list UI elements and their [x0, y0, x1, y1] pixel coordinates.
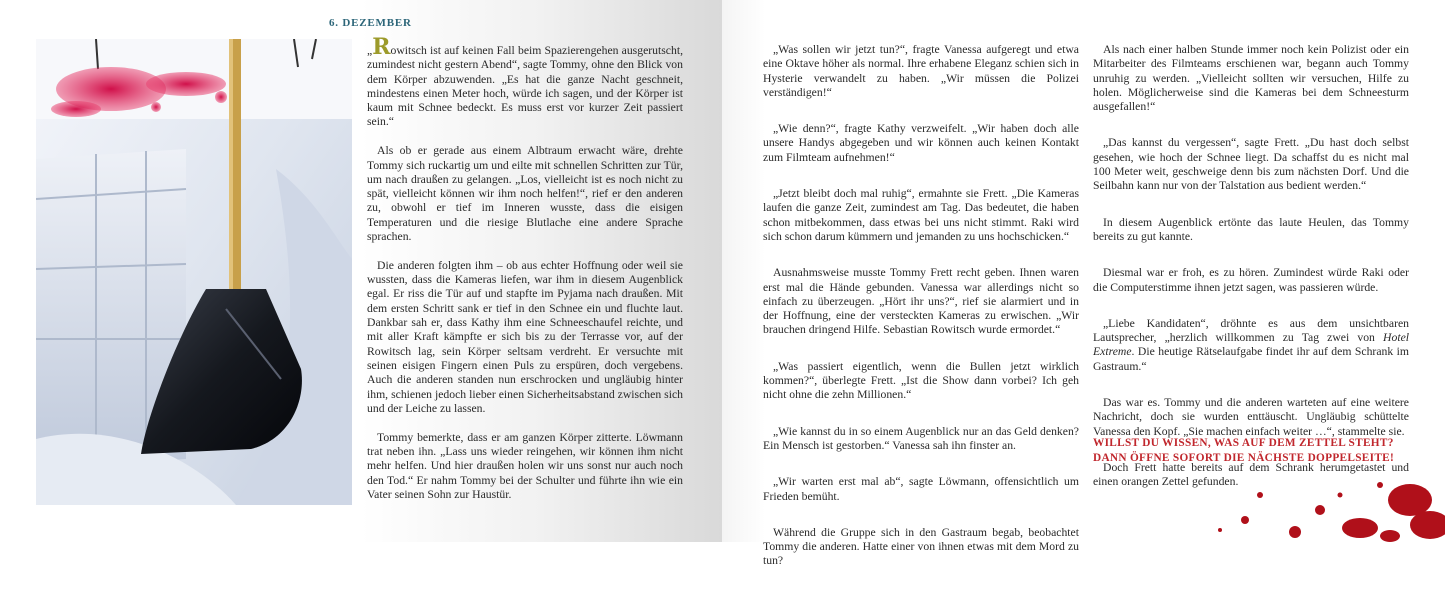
- left-text-column: [367, 34, 683, 517]
- paragraph: Tommy bemerkte, dass er am ganzen Körper zitterte. Löwmann trat neben ihn. „Lass uns wieder reingehen, wir können ihm nicht mehr helfen. Und hier draußen holen wir uns sonst nur auch noch den Tod.“ Er nahm Tommy bei der Schulter und führte ihn wie ein Vater seinen Sohn zur Haustür.: [367, 430, 683, 501]
- paragraph: owitsch ist auf keinen Fall beim Spazierengehen ausgerutscht, zumindest nicht gestern Abend“, sagte Tommy, ohne den Blick von dem Körper abzuwenden. „Es hat die ganze Nacht geschneit, mindestens einen Meter hoch, würde ich sagen, und der Körper ist kaum mit Schnee bedeckt. Es muss erst vor kurzer Zeit passiert sein.“: [367, 44, 683, 129]
- opening-quote: „: [367, 44, 373, 57]
- blood-splatter: [1200, 470, 1445, 542]
- teaser-line: DANN ÖFFNE SOFORT DIE NÄCHSTE DOPPELSEITE!: [1093, 452, 1395, 464]
- dropcap: R: [372, 34, 391, 60]
- paragraph: „Wie denn?“, fragte Kathy verzweifelt. „Wir haben doch alle unsere Handys abgegeben und wir können auch keinen Kontakt zum Filmteam aufnehmen!“: [763, 122, 1079, 164]
- text: . Die heutige Rätselaufgabe findet ihr auf dem Schrank im Gastraum.“: [1093, 345, 1409, 373]
- paragraph: Ausnahmsweise musste Tommy Frett recht geben. Ihnen waren erst mal die Hände gebunden. Vanessa war allerdings nicht so einfach zu überzeugen. „Hört ihr uns?“, rief sie alarmiert und in der Hoffnung, eine der versteckten Kameras zu erwischen. „Wir brauchen dringend Hilfe. Sebastian Rowitsch wurde ermordet.“: [763, 266, 1079, 337]
- snow-shovel-photo: [36, 39, 352, 505]
- paragraph: Während die Gruppe sich in den Gastraum begab, beobachtet Tommy die anderen. Hatte einer von ihnen etwas mit dem Mord zu tun?: [763, 525, 1079, 568]
- show-title: Hotel Extreme: [1093, 331, 1409, 359]
- paragraph: In diesem Augenblick ertönte das laute Heulen, das Tommy bereits zu gut kannte.: [1093, 215, 1409, 243]
- paragraph: Das war es. Tommy und die anderen warteten auf eine weitere Nachricht, doch sie wurden enttäuscht. Ungläubig schüttelte Vanessa den Kopf. „Sie machen einfach weiter …“, stammelte sie.: [1093, 396, 1409, 438]
- paragraph: „Was sollen wir jetzt tun?“, fragte Vanessa aufgeregt und etwa eine Oktave höher als normal. Ihre erhabene Eleganz schien sich in Hysterie verwandelt zu haben. „Wir müssen die Polizei verständigen!“: [763, 43, 1079, 99]
- middle-text-column: [763, 43, 1079, 591]
- paragraph: „Was passiert eigentlich, wenn die Bullen jetzt wirklich kommen?“, überlegte Frett. „Ist die Show dann vorbei? Ich geh nicht ohne die zehn Millionen.“: [763, 359, 1079, 402]
- paragraph: „Wir warten erst mal ab“, sagte Löwmann, offensichtlich um Frieden bemüht.: [763, 475, 1079, 503]
- teaser: [1093, 436, 1423, 466]
- paragraph: Diesmal war er froh, es zu hören. Zumindest würde Raki oder die Computerstimme ihnen jetzt sagen, was passieren würde.: [1093, 266, 1409, 294]
- paragraph: „Das kannst du vergessen“, sagte Frett. „Du hast doch selbst gesehen, wie hoch der Schnee liegt. Da schaffst du es nicht mal 100 Meter weit, geschweige denn bis zum nächsten Dorf. Und die Seilbahn kann nur von der Talstation aus bedient werden.“: [1093, 136, 1409, 193]
- paragraph: „Jetzt bleibt doch mal ruhig“, ermahnte sie Frett. „Die Kameras laufen die ganze Zeit, zumindest am Tag. Das bedeutet, die haben schon mitbekommen, dass etwas bei uns nicht stimmt. Raki wird sich schon darum kümmern und jemanden zu uns hochschicken.“: [763, 187, 1079, 243]
- paragraph: Die anderen folgten ihm – ob aus echter Hoffnung oder weil sie wussten, dass die Kameras liefen, war ihm in diesem Augenblick egal. Er riss die Tür auf und stapfte im Pyjama nach draußen. Mit dem ersten Schritt sank er tief in den Schnee ein und fluchte laut. Dankbar sah er, dass Kathy ihm eine Schneeschaufel reichte, und mit aller Kraft kämpfte er sich bis zu der Terrasse vor, auf der Rowitsch lag, sein Körper seltsam verdreht. Er versuchte mit seinen eisigen Fingern einen Puls zu erspüren, doch vergebens. Auch die anderen standen nun erschrocken und ungläubig hinter ihm, schienen jedoch lieber einen Sicherheitsabstand zwischen sich und der Leiche zu lassen.: [367, 258, 683, 415]
- paragraph: Als ob er gerade aus einem Albtraum erwacht wäre, drehte Tommy sich ruckartig um und eilte mit schnellen Schritten zur Tür, um nach draußen zu gelangen. „Los, vielleicht ist es noch nicht zu spät, vielleicht können wir ihm noch helfen!“, rief er den anderen zu, obwohl er tief im Inneren wusste, dass die eisigen Temperaturen und die riesige Blutlache eine andere Sprache sprachen.: [367, 144, 683, 244]
- text: „Liebe Kandidaten“, dröhnte es aus dem unsichtbaren Lautsprecher, „herzlich willkommen zu Tag zwei von: [1093, 316, 1409, 345]
- paragraph: [1093, 317, 1409, 374]
- teaser-line: WILLST DU WISSEN, WAS AUF DEM ZETTEL STEHT?: [1093, 437, 1394, 449]
- chapter-heading: 6. DEZEMBER: [329, 17, 412, 29]
- paragraph: Als nach einer halben Stunde immer noch kein Polizist oder ein Mitarbeiter des Filmteams erschienen war, begann auch Tommy unruhig zu werden. „Vielleicht sollten wir versuchen, Hilfe zu holen. Möglicherweise sind die Kameras bei dem Schneesturm ausgefallen!“: [1093, 43, 1409, 114]
- paragraph: Doch Frett hatte bereits auf dem Schrank herumgetastet und einen orangen Zettel gefunden.: [1093, 460, 1409, 489]
- paragraph: „Wie kannst du in so einem Augenblick nur an das Geld denken? Ein Mensch ist gestorben.“ Vanessa sah ihn finster an.: [763, 424, 1079, 452]
